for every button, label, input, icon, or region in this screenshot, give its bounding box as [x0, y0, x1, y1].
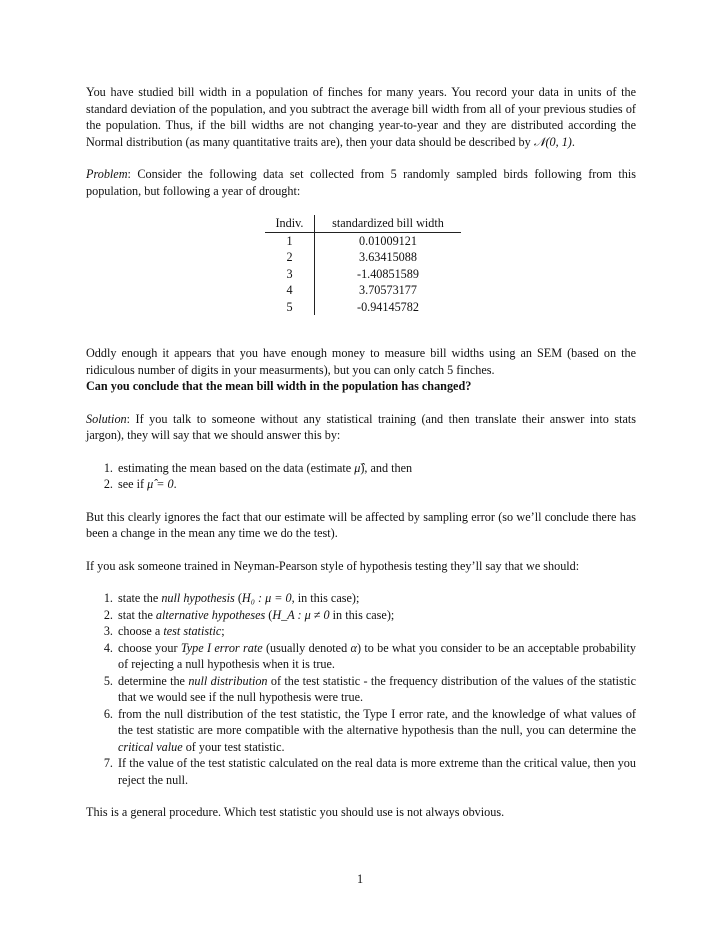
cell-indiv: 5	[265, 299, 315, 316]
page-number: 1	[356, 872, 364, 886]
cell-indiv: 3	[265, 266, 315, 283]
bill-width-table	[265, 215, 461, 315]
list-item: 1. state the null hypothesis (H₀ : μ = 0, in this case);	[116, 590, 636, 607]
table-row	[265, 266, 461, 283]
table-header-row	[265, 215, 461, 232]
neyman-pearson-intro: If you ask someone trained in Neyman-Pearson style of hypothesis testing they’ll say that we should:	[86, 558, 580, 573]
cell-width: -1.40851589	[357, 266, 419, 281]
cell-width: 0.01009121	[359, 233, 417, 248]
cell-width: 3.70573177	[359, 283, 417, 297]
cell-indiv: 1	[265, 232, 315, 249]
solution-label: Solution	[86, 411, 127, 426]
cell-width: 3.63415088	[359, 250, 417, 264]
problem-label: Problem	[86, 167, 128, 181]
list-item: 1. estimating the mean based on the data (estimate μ̂), and then	[116, 460, 636, 477]
closing-paragraph: This is a general procedure. Which test statistic you should use is not always obvious.	[86, 805, 505, 819]
cell-width: -0.94145782	[357, 299, 419, 314]
list-item: 4. choose your Type I error rate (usually denoted α) to be what you consider to be an acceptable probability of rejecting a null hypothesis when it is true.	[116, 640, 636, 673]
naive-approach-list	[86, 460, 636, 493]
cell-indiv: 4	[265, 282, 315, 299]
list-item: 5. determine the null distribution of the test statistic - the frequency distribution of the values of the statistic that we would see if the null hypothesis were true.	[116, 673, 636, 706]
neyman-pearson-list	[86, 590, 636, 788]
list-item: 7. If the value of the test statistic calculated on the real data is more extreme than the critical value, then you reject the null.	[116, 755, 636, 788]
list-item: 2. see if μ̂ = 0.	[116, 476, 636, 493]
list-item: 2. stat the alternative hypotheses (H_A : μ ≠ 0 in this case);	[116, 607, 636, 624]
document-page	[86, 84, 636, 821]
clearly-paragraph: But this clearly ignores the fact that our estimate will be affected by sampling error (so we’ll conclude there has been a change in the mean any time we do the test).	[86, 509, 636, 540]
solution-paragraph: Solution: If you talk to someone without any statistical training (and then translate their answer into stats jargon), they will say that we should answer this by:	[86, 411, 636, 442]
cell-indiv: 2	[265, 249, 315, 266]
table-row	[265, 249, 461, 266]
oddly-paragraph: Oddly enough it appears that you have enough money to measure bill widths using an SEM (based on the ridiculous number of digits in your measurments), but you can only catch 5 finches. Can you conclude that the mean bill width in the population has changed?	[86, 346, 636, 393]
list-item: 6. from the null distribution of the test statistic, the Type I error rate, and the knowledge of what values of the test statistic are more compatible with the alternative hypothesis than the null, you can determine the critical value of your test statistic.	[116, 706, 636, 756]
normal-dist-notation: 𝒩(0, 1)	[533, 134, 572, 149]
column-header-width: standardized bill width	[315, 215, 462, 232]
problem-paragraph: Problem: Consider the following data set collected from 5 randomly sampled birds following from this population, but following a year of drought:	[86, 167, 636, 198]
table-row	[265, 232, 461, 249]
list-item: 3. choose a test statistic;	[116, 623, 636, 640]
column-header-indiv: Indiv.	[265, 215, 315, 232]
intro-paragraph: You have studied bill width in a population of finches for many years. You record your data in units of the standard deviation of the population, and you subtract the average bill width from all of your previous studies of the population. Thus, if the bill widths are not changing year-to-year and they are distributed according the Normal distribution (as many quantitative traits are), then your data should be described by 𝒩(0, 1).	[86, 85, 636, 149]
research-question: Can you conclude that the mean bill width in the population has changed?	[86, 379, 472, 393]
table-row	[265, 282, 461, 299]
table-row	[265, 299, 461, 316]
